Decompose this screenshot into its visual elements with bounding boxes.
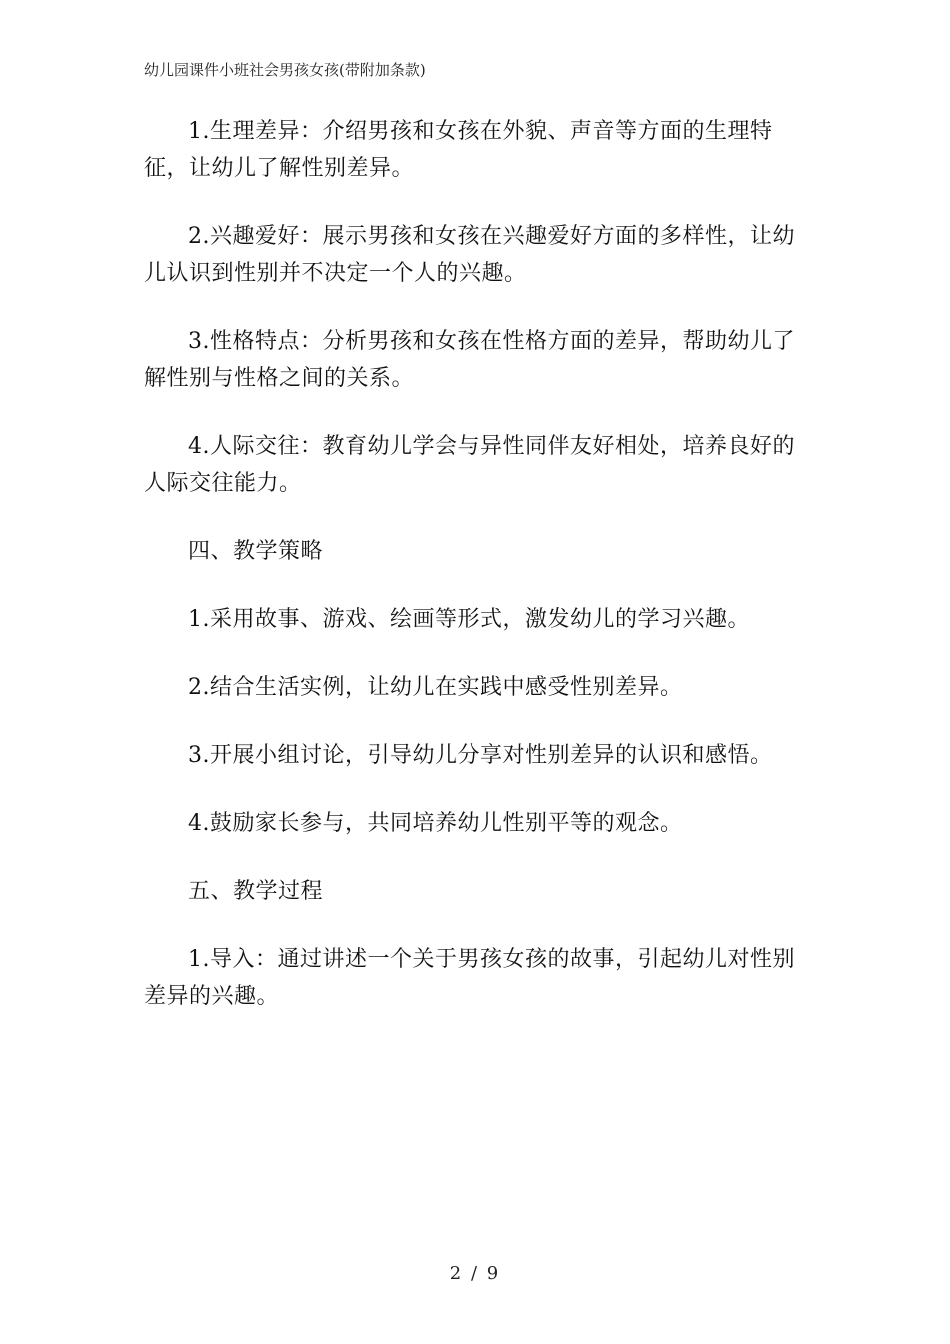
- paragraph-physiological-differences: 1.生理差异：介绍男孩和女孩在外貌、声音等方面的生理特征，让幼儿了解性别差异。: [144, 119, 773, 181]
- section-heading-teaching-process: 五、教学过程: [188, 879, 324, 904]
- paragraph-strategy-1: 1.采用故事、游戏、绘画等形式，激发幼儿的学习兴趣。: [188, 607, 750, 632]
- paragraph-personality: 3.性格特点：分析男孩和女孩在性格方面的差异，帮助幼儿了解性别与性格之间的关系。: [144, 329, 795, 391]
- page-number: 2 / 9: [449, 1263, 501, 1284]
- paragraph-strategy-2: 2.结合生活实例，让幼儿在实践中感受性别差异。: [188, 675, 683, 700]
- paragraph-process-intro: 1.导入：通过讲述一个关于男孩女孩的故事，引起幼儿对性别差异的兴趣。: [144, 947, 795, 1009]
- paragraph-hobbies: 2.兴趣爱好：展示男孩和女孩在兴趣爱好方面的多样性，让幼儿认识到性别并不决定一个人的兴趣。: [144, 224, 795, 286]
- paragraph-social-interaction: 4.人际交往：教育幼儿学会与异性同伴友好相处，培养良好的人际交往能力。: [144, 434, 795, 496]
- paragraph-strategy-3: 3.开展小组讨论，引导幼儿分享对性别差异的认识和感悟。: [188, 743, 773, 768]
- section-heading-teaching-strategy: 四、教学策略: [188, 539, 324, 564]
- paragraph-strategy-4: 4.鼓励家长参与，共同培养幼儿性别平等的观念。: [188, 811, 683, 836]
- document-body: [144, 113, 800, 1046]
- document-header: 幼儿园课件小班社会男孩女孩(带附加条款): [144, 61, 426, 79]
